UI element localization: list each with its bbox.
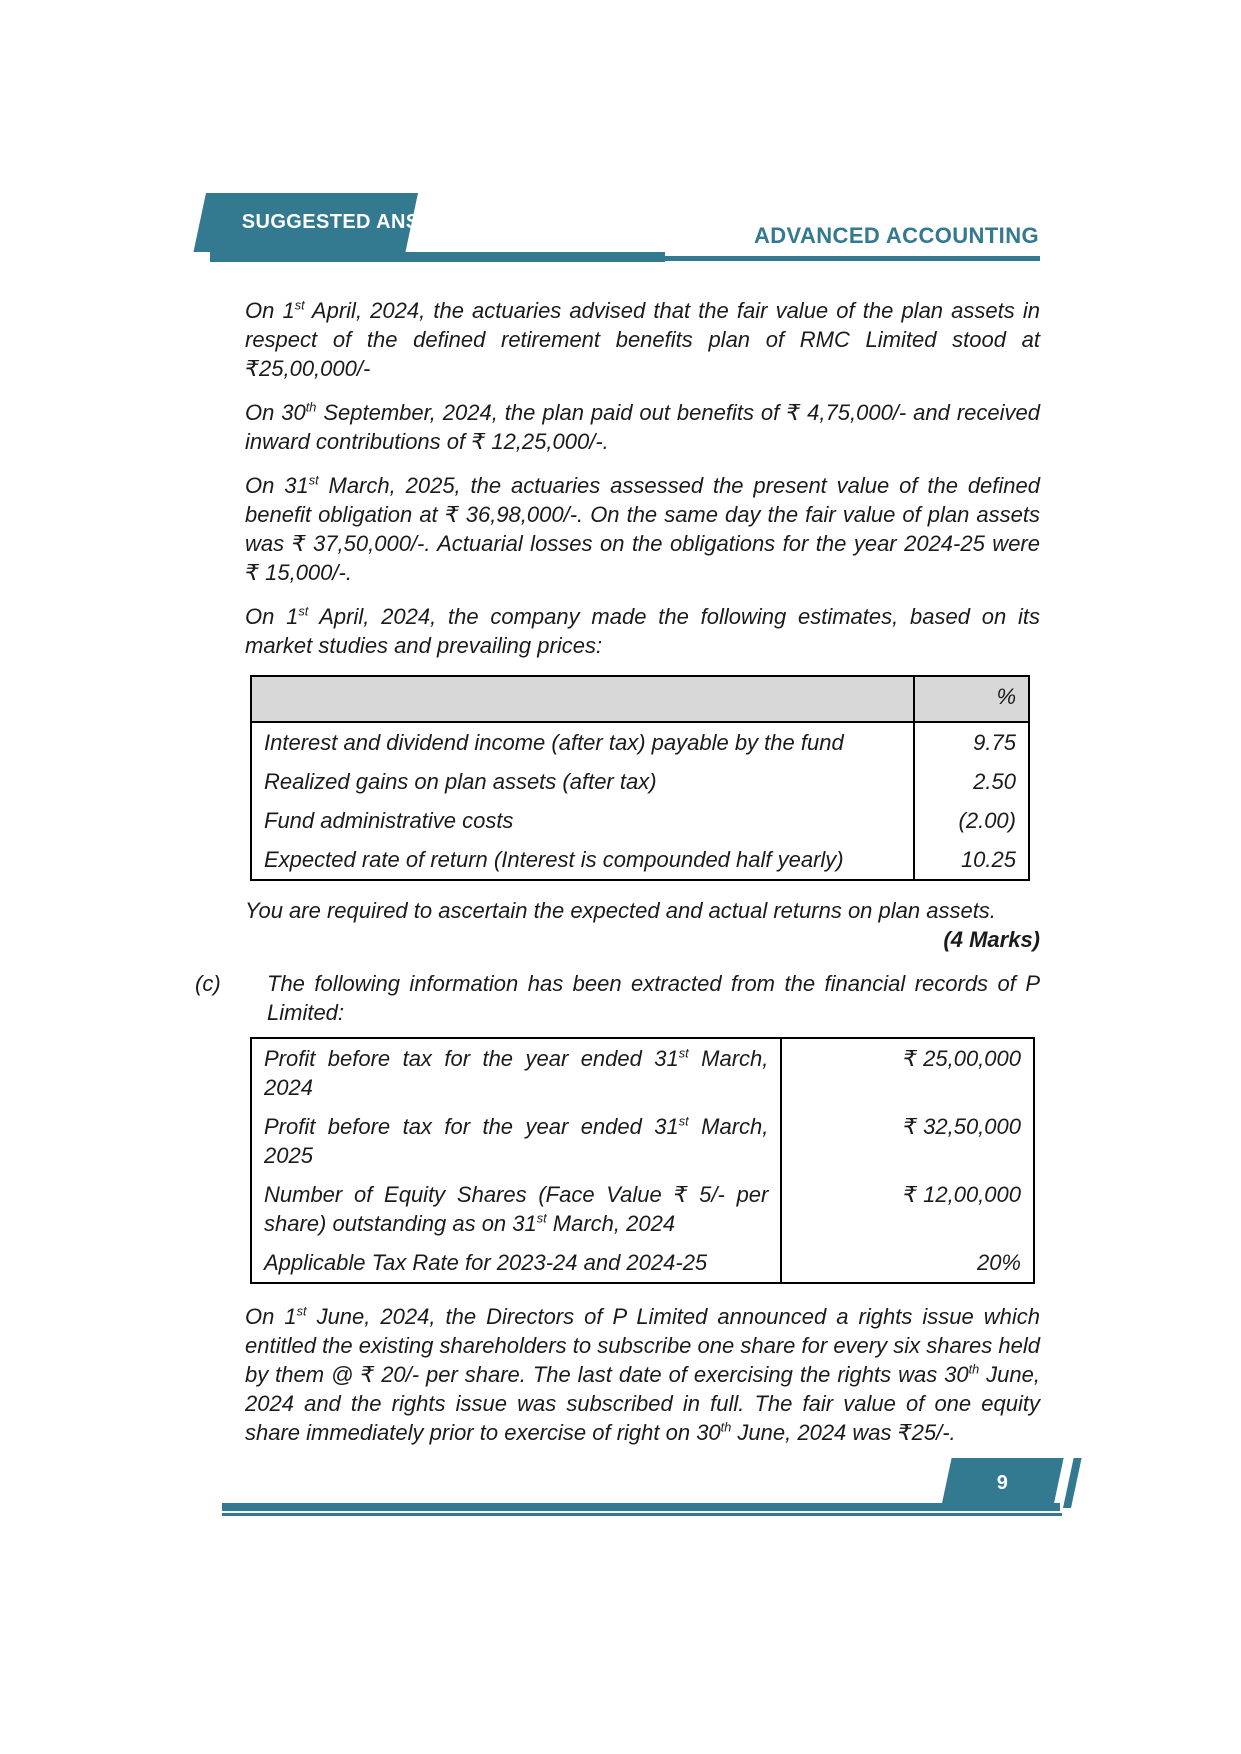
part-c-intro-row [195,969,1040,1027]
financial-value: 20% [781,1243,1034,1283]
paragraph-plan-assets-fair-value: On 1st April, 2024, the actuaries advised that the fair value of the plan assets in respect of the defined retirement benefits plan of RMC Limited stood at ₹25,00,000/- [245,297,1040,381]
table-row [251,1243,1034,1283]
part-c-intro-text: The following information has been extracted from the financial records of P Limited: [267,971,1040,1025]
financial-label: Applicable Tax Rate for 2023-24 and 2024-25 [264,1250,708,1275]
estimates-table-header [251,676,1029,722]
estimates-header-percent-cell: % [914,676,1029,722]
table-row [251,762,1029,801]
estimates-header-label-cell [251,676,914,722]
paragraph-company-estimates: On 1st April, 2024, the company made the following estimates, based on its market studies and prevailing prices: [245,603,1040,658]
estimate-value: (2.00) [914,801,1029,840]
table-row [251,722,1029,762]
estimates-table [250,675,1030,881]
footer-rule-thick [222,1503,1060,1511]
financial-value: ₹ 32,50,000 [781,1107,1034,1175]
paragraph-rights-issue: On 1st June, 2024, the Directors of P Limited announced a rights issue which entitled the existing shareholders to subscribe one share for every six shares held by them @ ₹ 20/- per share. The last date of exercising the rights was 30th June, 2024 and the rights issue was subscribed in full. The fair value of one equity share immediately prior to exercise of right on 30th June, 2024 was ₹25/-. [245,1303,1040,1445]
table-row [251,1175,1034,1243]
requirement-text: You are required to ascertain the expected and actual returns on plan assets. [245,898,996,923]
paragraph-obligation-assessment: On 31st March, 2025, the actuaries assessed the present value of the defined benefit obligation at ₹ 36,98,000/-. On the same day the fair value of plan assets was ₹ 37,50,000/-. Actuarial losses on the obligations for the year 2024-25 were ₹ 15,000/-. [245,472,1040,585]
header-rule-thin [665,256,1040,261]
suggested-answers-label: SUGGESTED ANSWERS [241,211,482,233]
footer-tab-sliver [1063,1458,1082,1508]
estimate-value: 10.25 [914,840,1029,880]
financial-value: ₹ 12,00,000 [781,1175,1034,1243]
financial-label: Profit before tax for the year ended 31st March, 2025 [264,1113,769,1168]
financial-label: Profit before tax for the year ended 31st March, 2024 [264,1045,769,1100]
estimate-value: 2.50 [914,762,1029,801]
financial-value: ₹ 25,00,000 [781,1038,1034,1107]
subject-title: ADVANCED ACCOUNTING [753,223,1039,248]
table-row [251,1038,1034,1107]
estimate-value: 9.75 [914,722,1029,762]
table-row [251,1107,1034,1175]
estimate-label: Expected rate of return (Interest is compounded half yearly) [264,847,844,872]
table-row [251,840,1029,880]
suggested-answers-tab [193,193,482,252]
paragraph-benefits-contributions: On 30th September, 2024, the plan paid out benefits of ₹ 4,75,000/- and received inward contributions of ₹ 12,25,000/-. [245,399,1040,454]
page-number-tab [941,1458,1064,1508]
marks-label: (4 Marks) [943,927,1040,952]
table-row [251,801,1029,840]
header-rule-thick [210,252,665,262]
page-number: 9 [996,1471,1008,1494]
page-body [0,296,1241,1462]
financials-table [250,1037,1035,1284]
footer-rule-thin [222,1513,1062,1516]
table-row [251,676,1029,722]
financial-label: Number of Equity Shares (Face Value ₹ 5/- per share) outstanding as on 31st March, 2024 [264,1182,769,1236]
estimate-label: Realized gains on plan assets (after tax) [264,769,657,794]
estimate-label: Interest and dividend income (after tax) payable by the fund [264,730,844,755]
part-c-label: (c) [195,971,221,996]
estimate-label: Fund administrative costs [264,808,514,833]
